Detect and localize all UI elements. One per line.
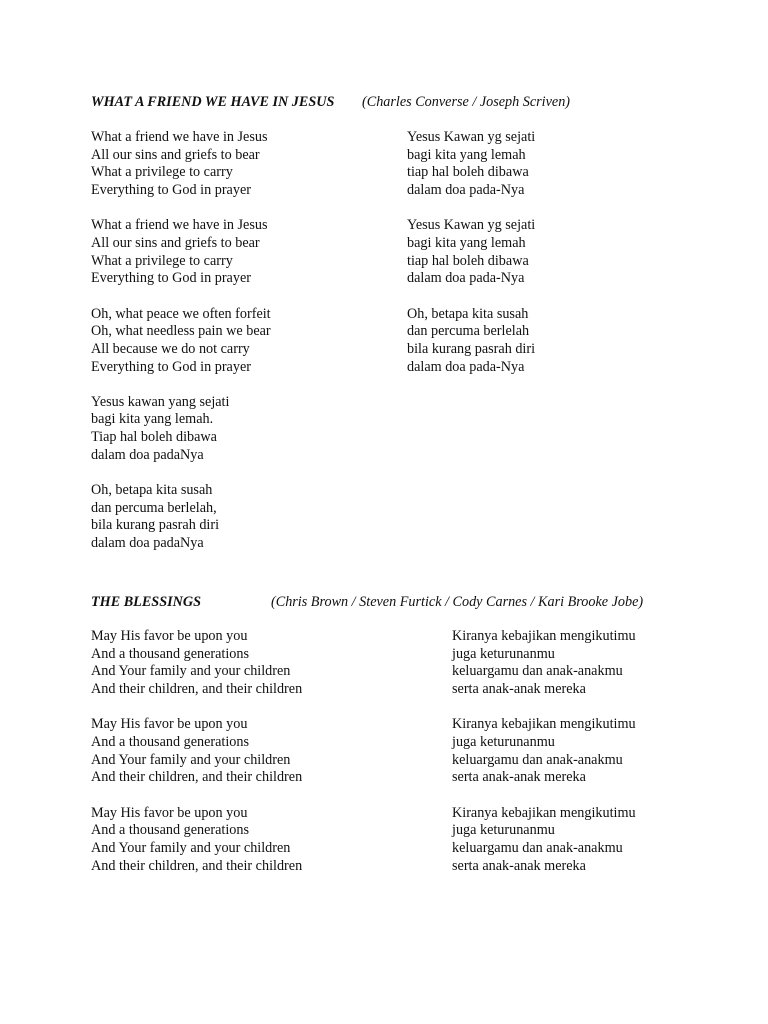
stanza	[407, 129, 535, 200]
stanza	[91, 217, 271, 288]
lyric-line: keluargamu dan anak-anakmu	[452, 663, 623, 680]
lyric-line: What a friend we have in Jesus	[91, 129, 268, 145]
lyric-line: And their children, and their children	[91, 769, 303, 786]
lyric-line: bagi kita yang lemah	[407, 234, 526, 251]
lyric-line: Yesus Kawan yg sejati	[407, 129, 536, 145]
lyric-line: keluargamu dan anak-anakmu	[452, 839, 623, 856]
stanza	[91, 805, 302, 876]
lyric-line: Kiranya kebajikan mengikutimu	[452, 628, 636, 644]
lyric-line: And a thousand generations	[91, 822, 249, 839]
lyric-line: Oh, what peace we often forfeit	[91, 305, 271, 322]
song-credit: (Charles Converse / Joseph Scriven)	[362, 94, 571, 110]
lyric-line: All because we do not carry	[91, 340, 250, 357]
lyric-line: May His favor be upon you	[91, 628, 248, 644]
english-lyrics	[91, 129, 271, 570]
indonesian-lyrics	[407, 129, 535, 394]
lyric-line: bagi kita yang lemah.	[91, 411, 214, 428]
lyric-line: bila kurang pasrah diri	[407, 340, 536, 357]
stanza	[407, 306, 535, 377]
lyric-line: And Your family and your children	[91, 751, 291, 768]
song-heading	[91, 593, 691, 611]
english-lyrics	[91, 628, 302, 893]
lyric-line: bagi kita yang lemah	[407, 146, 526, 163]
lyric-line: Oh, betapa kita susah	[91, 482, 213, 498]
lyric-line: tiap hal boleh dibawa	[407, 164, 529, 181]
lyric-line: dan percuma berlelah,	[91, 499, 217, 516]
lyric-line: And their children, and their children	[91, 681, 303, 698]
lyric-line: Yesus Kawan yg sejati	[407, 217, 536, 234]
lyric-line: serta anak-anak mereka	[452, 769, 586, 786]
lyric-line: Kiranya kebajikan mengikutimu	[452, 804, 636, 821]
lyric-line: Yesus kawan yang sejati	[91, 393, 230, 410]
indonesian-lyrics	[452, 628, 636, 893]
song-heading	[91, 93, 691, 111]
lyric-line: serta anak-anak mereka	[452, 857, 586, 874]
song-the-blessings	[91, 593, 691, 883]
stanza	[91, 482, 271, 553]
lyric-line: tiap hal boleh dibawa	[407, 252, 529, 269]
stanza	[91, 306, 271, 377]
lyric-line: dalam doa pada-Nya	[407, 358, 525, 375]
song-title: THE BLESSINGS	[91, 594, 201, 610]
lyric-line: juga keturunanmu	[452, 645, 555, 662]
stanza	[91, 129, 271, 200]
lyric-line: keluargamu dan anak-anakmu	[452, 751, 623, 768]
lyric-line: All our sins and griefs to bear	[91, 146, 260, 163]
lyric-line: dalam doa padaNya	[91, 446, 204, 463]
stanza	[91, 716, 302, 787]
lyric-line: And a thousand generations	[91, 645, 249, 662]
lyric-line: dalam doa padaNya	[91, 535, 204, 552]
lyric-line: What a privilege to carry	[91, 164, 233, 181]
lyric-line: juga keturunanmu	[452, 733, 555, 750]
lyric-line: dalam doa pada-Nya	[407, 270, 525, 287]
lyric-line: Oh, betapa kita susah	[407, 305, 529, 322]
lyric-line: Oh, what needless pain we bear	[91, 323, 271, 340]
stanza	[91, 628, 302, 699]
lyric-line: juga keturunanmu	[452, 822, 555, 839]
stanza	[91, 394, 271, 465]
lyric-line: And a thousand generations	[91, 733, 249, 750]
lyric-line: Everything to God in prayer	[91, 270, 251, 287]
lyric-line: Kiranya kebajikan mengikutimu	[452, 716, 636, 733]
lyric-line: Everything to God in prayer	[91, 358, 251, 375]
lyric-line: May His favor be upon you	[91, 716, 248, 733]
lyric-line: All our sins and griefs to bear	[91, 234, 260, 251]
song-what-a-friend	[91, 93, 691, 553]
lyric-line: serta anak-anak mereka	[452, 681, 586, 698]
lyric-line: Tiap hal boleh dibawa	[91, 429, 217, 446]
stanza	[452, 716, 636, 787]
lyric-line: bila kurang pasrah diri	[91, 517, 220, 534]
lyric-line: May His favor be upon you	[91, 804, 248, 821]
lyric-line: And their children, and their children	[91, 857, 303, 874]
stanza	[452, 805, 636, 876]
song-title: WHAT A FRIEND WE HAVE IN JESUS	[91, 94, 335, 110]
lyric-line: What a friend we have in Jesus	[91, 217, 268, 234]
stanza	[407, 217, 535, 288]
lyric-line: And Your family and your children	[91, 839, 291, 856]
lyric-line: Everything to God in prayer	[91, 182, 251, 199]
lyric-line: dan percuma berlelah	[407, 323, 530, 340]
lyric-line: dalam doa pada-Nya	[407, 182, 525, 199]
lyric-line: What a privilege to carry	[91, 252, 233, 269]
song-credit: (Chris Brown / Steven Furtick / Cody Carnes / Kari Brooke Jobe)	[271, 594, 644, 610]
lyric-line: And Your family and your children	[91, 663, 291, 680]
stanza	[452, 628, 636, 699]
